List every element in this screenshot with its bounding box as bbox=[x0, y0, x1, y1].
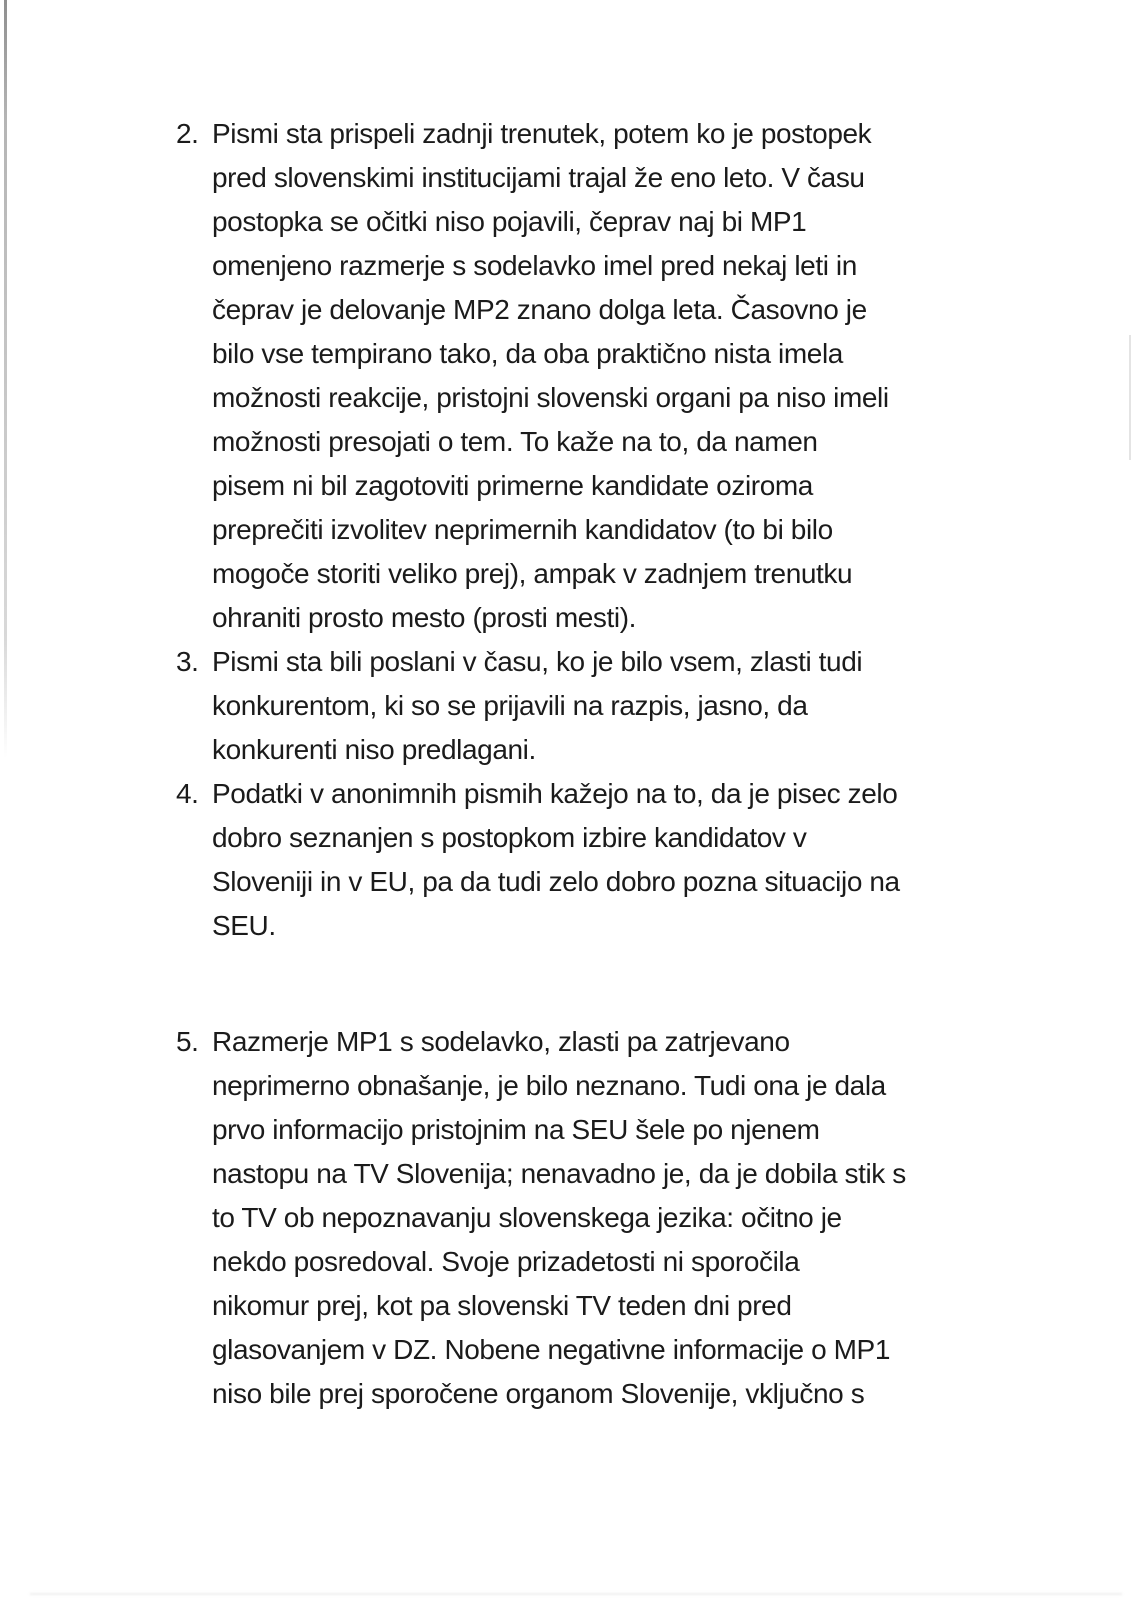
text-line: konkurenti niso predlagani. bbox=[212, 734, 536, 765]
text-line: ohraniti prosto mesto (prosti mesti). bbox=[212, 602, 637, 633]
text-line: Pismi sta bili poslani v času, ko je bilo vsem, zlasti tudi bbox=[212, 646, 863, 677]
item-lines bbox=[212, 1020, 1132, 1416]
text-line: Pismi sta prispeli zadnji trenutek, potem ko je postopek bbox=[212, 118, 872, 149]
item-number: 5. bbox=[176, 1026, 199, 1057]
item-lines bbox=[212, 112, 1132, 640]
text-line: SEU. bbox=[212, 910, 276, 941]
text-line: nekdo posredoval. Svoje prizadetosti ni sporočila bbox=[212, 1246, 800, 1277]
list-item bbox=[0, 772, 1132, 948]
numbered-list bbox=[0, 112, 1132, 1416]
item-number: 2. bbox=[176, 118, 199, 149]
text-line: možnosti reakcije, pristojni slovenski organi pa niso imeli bbox=[212, 382, 889, 413]
text-line: neprimerno obnašanje, je bilo neznano. Tudi ona je dala bbox=[212, 1070, 886, 1101]
text-line: mogoče storiti veliko prej), ampak v zadnjem trenutku bbox=[212, 558, 853, 589]
text-line: bilo vse tempirano tako, da oba praktično nista imela bbox=[212, 338, 843, 369]
text-line: niso bile prej sporočene organom Slovenije, vključno s bbox=[212, 1378, 865, 1409]
text-line: dobro seznanjen s postopkom izbire kandidatov v bbox=[212, 822, 807, 853]
text-line: prvo informacijo pristojnim na SEU šele po njenem bbox=[212, 1114, 820, 1145]
scan-artifact-bottom-noise bbox=[30, 1593, 1122, 1595]
text-line: preprečiti izvolitev neprimernih kandidatov (to bi bilo bbox=[212, 514, 833, 545]
text-line: konkurentom, ki so se prijavili na razpis, jasno, da bbox=[212, 690, 808, 721]
item-lines bbox=[212, 772, 1132, 948]
text-line: možnosti presojati o tem. To kaže na to, da namen bbox=[212, 426, 818, 457]
item-number: 4. bbox=[176, 778, 199, 809]
text-line: čeprav je delovanje MP2 znano dolga leta. Časovno je bbox=[212, 294, 867, 325]
text-line: Podatki v anonimnih pismih kažejo na to, da je pisec zelo bbox=[212, 778, 898, 809]
text-line: pred slovenskimi institucijami trajal že eno leto. V času bbox=[212, 162, 865, 193]
text-line: postopka se očitki niso pojavili, čeprav naj bi MP1 bbox=[212, 206, 807, 237]
text-line: glasovanjem v DZ. Nobene negativne informacije o MP1 bbox=[212, 1334, 890, 1365]
text-line: nastopu na TV Slovenija; nenavadno je, da je dobila stik s bbox=[212, 1158, 906, 1189]
text-line: pisem ni bil zagotoviti primerne kandidate oziroma bbox=[212, 470, 813, 501]
item-number: 3. bbox=[176, 646, 199, 677]
text-line: to TV ob nepoznavanju slovenskega jezika: očitno je bbox=[212, 1202, 842, 1233]
list-item bbox=[0, 640, 1132, 772]
text-line: Sloveniji in v EU, pa da tudi zelo dobro pozna situacijo na bbox=[212, 866, 900, 897]
text-line: Razmerje MP1 s sodelavko, zlasti pa zatrjevano bbox=[212, 1026, 790, 1057]
list-item bbox=[0, 112, 1132, 640]
list-item bbox=[0, 1020, 1132, 1416]
text-line: omenjeno razmerje s sodelavko imel pred nekaj leti in bbox=[212, 250, 857, 281]
text-line: nikomur prej, kot pa slovenski TV teden dni pred bbox=[212, 1290, 792, 1321]
item-lines bbox=[212, 640, 1132, 772]
